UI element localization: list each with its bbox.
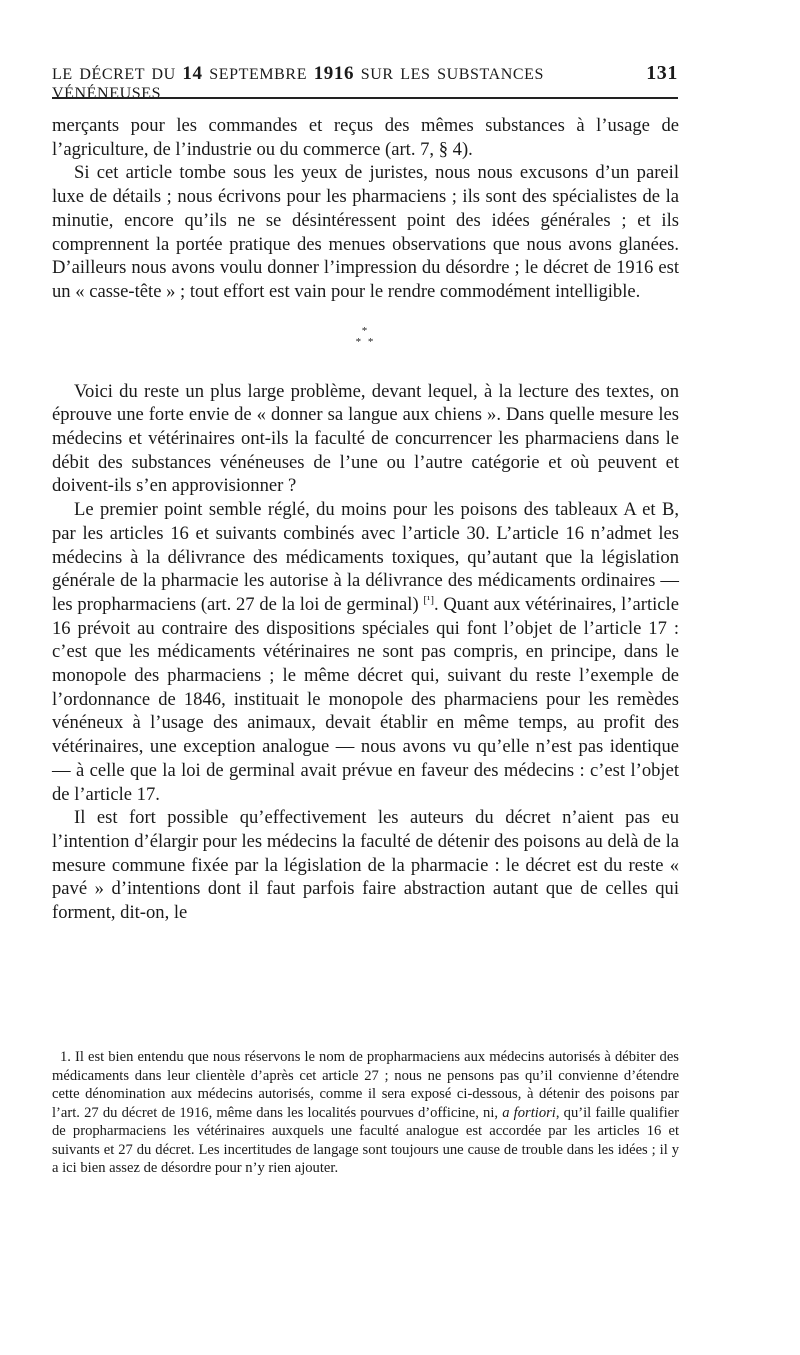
header-year: 1916 xyxy=(313,63,355,84)
asterism-separator: * * * xyxy=(355,324,376,348)
footnote-text-a: Il est bien entendu que nous réservons le nom de propharmaciens aux médecins autorisés à débiter des médicaments dans leur clientèle d’après cet article 27 ; nous ne pensons pas qu’il convienne d’étendre cette dénomination aux médecins autorisés, comme il sera exposé ci-dessous, à détenir des poisons par l’art. 27 du décret de 1916, même dans les localités pourvues d’officine, ni, xyxy=(52,1049,679,1121)
main-text xyxy=(52,114,679,925)
header-day: 14 xyxy=(182,63,203,84)
footnote-reference[interactable]: [¹] xyxy=(423,593,434,606)
page-number: 131 xyxy=(646,62,678,84)
header-prefix: LE DÉCRET DU xyxy=(52,66,176,83)
header-month: SEPTEMBRE xyxy=(209,66,308,83)
footnote-italic: a fortiori xyxy=(502,1104,556,1121)
paragraph-4-text-b: . Quant aux vétérinaires, l’article 16 prévoit au contraire des dispositions spéciales qui font l’objet de l’article 17 : c’est que les médicaments vétérinaires ne sont pas compris, en principe, dans le monopole des pharmaciens ; le même décret qui, suivant du reste l’exemple de l’ordonnance de 1846, instituait le monopole des pharmaciens pour les remèdes vénéneux à l’usage des animaux, devait établir en même temps, au profit des vétérinaires, une exception analogue — nous avons vu qu’elle n’est pas identique — à celle que la loi de germinal avait prévue en faveur des médecins : c’est l’objet de l’article 17. xyxy=(52,593,679,805)
header-rule xyxy=(52,97,678,99)
paragraph-3: Voici du reste un plus large problème, devant lequel, à la lecture des textes, on éprouve une forte envie de « donner sa langue aux chiens ». Dans quelle mesure les médecins et vétérinaires ont-ils la faculté de concurrencer les pharmaciens dans le débit des substances vénéneuses de l’une ou l’autre catégorie et où peuvent et doivent-ils s’en approvisionner ? xyxy=(52,380,679,497)
paragraph-5: Il est fort possible qu’effectivement les auteurs du décret n’aient pas eu l’intention d’élargir pour les médecins la faculté de détenir des poisons au delà de la mesure commune fixée par la législation de la pharmacie : le décret est du reste « pavé » d’intentions dont il faut parfois faire abstraction autant que de celles qui forment, dit-on, le xyxy=(52,807,679,924)
footnote-label: 1. xyxy=(60,1049,71,1065)
footnote-text-b: , qu’il faille qualifier de propharmaciens les vétérinaires auxquels une faculté analogue est accordée par les articles 16 et suivants et 27 du décret. Les incertitudes de langage sont toujours une cause de trouble dans les idées ; il y a ici bien assez de désordre pour n’y rien ajouter. xyxy=(52,1104,679,1176)
footnotes xyxy=(52,1048,679,1178)
paragraph-2: Si cet article tombe sous les yeux de juristes, nous nous excusons d’un pareil luxe de détails ; nous écrivons pour les pharmaciens ; ils sont des spécialistes de la minutie, encore qu’ils ne se désintéressent point des idées générales ; et ils comprennent la portée pratique des menues observations que nous avons glanées. D’ailleurs nous avons voulu donner l’impression du désordre ; le décret de 1916 est un « casse-tête » ; tout effort est vain pour le rendre commodément intelligible. xyxy=(52,162,679,302)
header-suffix: SUR LES SUBSTANCES VÉNÉNEUSES xyxy=(52,66,545,102)
footnote-1 xyxy=(52,1048,679,1178)
paragraph-4 xyxy=(52,498,679,806)
paragraph-1: merçants pour les commandes et reçus des mêmes substances à l’usage de l’agriculture, de l’industrie ou du commerce (art. 7, § 4). xyxy=(52,115,679,160)
paragraph-4-text-a: Le premier point semble réglé, du moins pour les poisons des tableaux A et B, par les articles 16 et suivants combinés avec l’article 30. L’article 16 n’admet les médecins à la délivrance des médicaments toxiques, qu’autant que la législation générale de la pharmacie les autorise à la délivrance des médicaments ordinaires — les propharmaciens (art. 27 de la loi de germinal) xyxy=(52,499,679,615)
